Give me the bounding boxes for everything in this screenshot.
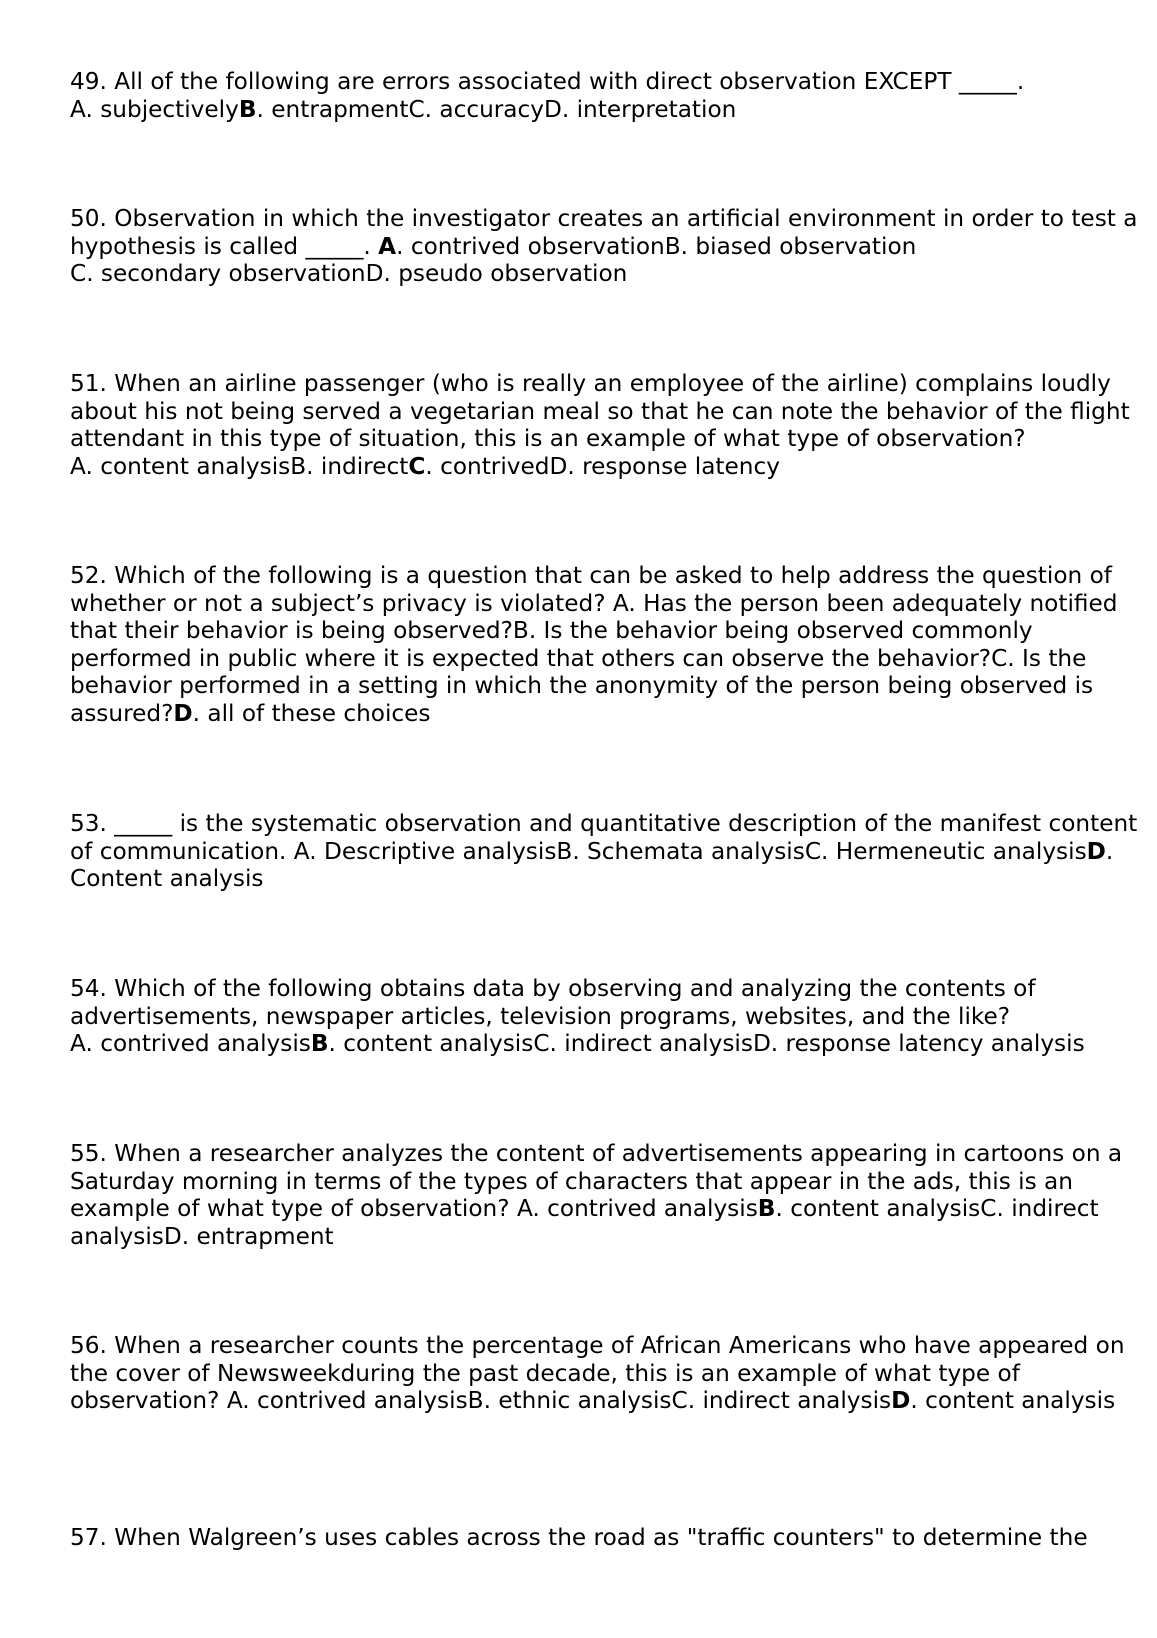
option-c: C. indirect analysis [671, 1387, 892, 1414]
option-c: C. Is the behavior performed in a setting in which the anonymity of the person being observed is assured? [70, 644, 1094, 727]
question-50 [70, 205, 1145, 288]
option-b: B. biased observation [664, 232, 917, 260]
option-a: A. content analysis [70, 452, 291, 480]
option-b: B. Is the behavior being observed commonly performed in public where it is expected that others can observe the behavior? [70, 617, 1033, 672]
option-b: B. ethnic analysis [467, 1387, 672, 1414]
answer-letter: A [378, 232, 397, 260]
option-d: . content analysis [910, 1387, 1116, 1414]
option-a: A. subjectively [70, 95, 239, 123]
question-57 [70, 1524, 1145, 1552]
option-b: . entrapment [256, 95, 409, 123]
question-stem: 55. When a researcher analyzes the content of advertisements appearing in cartoons on a Saturday morning in terms of the types of characters that appear in the ads, this is an example of what type of observation? [70, 1140, 1123, 1222]
question-stem: 52. Which of the following is a question that can be asked to help address the question of whether or not a subject’s privacy is violated? [70, 562, 1112, 617]
option-d: D. interpretation [544, 95, 737, 123]
option-b: . content analysis [328, 1030, 534, 1057]
option-d: D. entrapment [163, 1222, 334, 1250]
question-53 [70, 810, 1145, 893]
option-a: A. contrived analysis [70, 1030, 311, 1057]
option-b: B. Schemata analysis [556, 837, 805, 865]
question-52 [70, 562, 1145, 727]
question-stem: 56. When a researcher counts the percentage of African Americans who have appeared on the cover of Newsweekduring the past decade, this is an example of what type of observation? [70, 1332, 1125, 1414]
option-a: . contrived observation [396, 232, 665, 260]
answer-letter: C [408, 452, 426, 480]
answer-letter: D [1086, 837, 1106, 865]
question-54 [70, 975, 1145, 1058]
question-stem: 57. When Walgreen’s uses cables across the road as "traffic counters" to determine the [70, 1524, 1088, 1551]
option-c: . contrived [425, 452, 550, 480]
option-d: D. response latency analysis [752, 1030, 1085, 1057]
option-c: C. indirect analysis [533, 1030, 753, 1057]
answer-letter: D [891, 1387, 911, 1414]
question-49 [70, 68, 1145, 123]
answer-letter: B [757, 1195, 776, 1222]
question-51 [70, 370, 1145, 480]
question-stem: 50. Observation in which the investigator creates an artificial environment in order to test a hypothesis is called _____. [70, 205, 1138, 260]
question-55 [70, 1140, 1145, 1250]
option-d: D. pseudo observation [365, 260, 628, 287]
question-stem: 51. When an airline passenger (who is really an employee of the airline) complains loudly about his not being served a vegetarian meal so that he can note the behavior of the flight attendant in this type of situation, this is an example of what type of observation? [70, 370, 1130, 452]
option-c: C. Hermeneutic analysis [804, 837, 1087, 865]
option-c: C. accuracy [408, 95, 544, 123]
option-a: A. Has the person been adequately notified that their behavior is being observed? [70, 589, 1118, 644]
question-stem: 54. Which of the following obtains data by observing and analyzing the contents of advertisements, newspaper articles, television programs, websites, and the like? [70, 975, 1036, 1030]
option-c: C. indirect analysis [70, 1195, 1099, 1250]
answer-letter: B [238, 95, 257, 123]
option-b: . content analysis [775, 1195, 981, 1222]
answer-letter: B [310, 1030, 329, 1057]
question-stem: 53. _____ is the systematic observation and quantitative description of the manifest content of communication. [70, 810, 1138, 865]
option-a: A. Descriptive analysis [293, 837, 557, 865]
option-d: . all of these choices [192, 699, 431, 727]
option-d: . Content analysis [70, 837, 1114, 892]
option-c: C. secondary observation [70, 260, 366, 287]
question-stem: 49. All of the following are errors associated with direct observation EXCEPT _____. [70, 68, 1025, 95]
option-a: A. contrived analysis [516, 1195, 758, 1222]
question-56 [70, 1332, 1145, 1415]
option-b: B. indirect [290, 452, 409, 480]
option-a: A. contrived analysis [226, 1387, 468, 1414]
option-d: D. response latency [549, 452, 780, 480]
answer-letter: D [173, 699, 193, 727]
